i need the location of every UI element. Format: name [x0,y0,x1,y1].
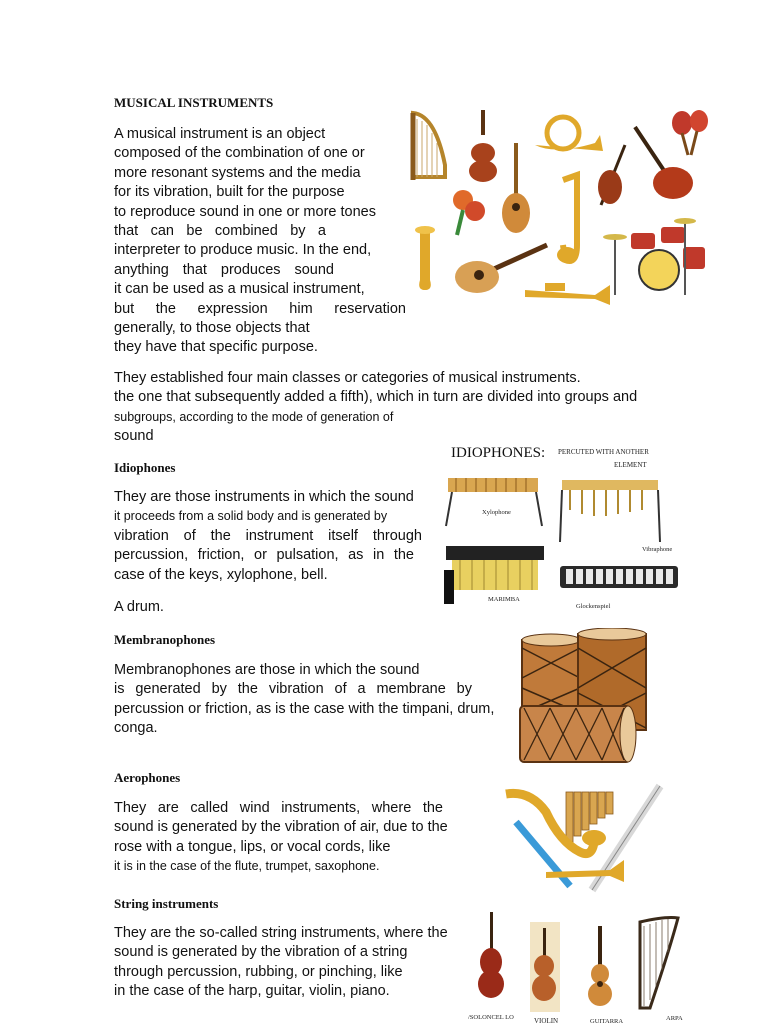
vibraphone-icon [560,480,660,542]
harp-icon [640,918,678,1009]
classes-line: They established four main classes or categories of musical instruments. [114,370,581,386]
intro-line: they have that specific purpose. [114,339,318,356]
string-instruments-drawing [466,908,690,1014]
string-instruments-image [466,908,690,1024]
drum-note: A drum. [114,599,164,615]
french-horn-icon [535,117,603,151]
intro-line: it can be used as a musical instrument, [114,281,365,298]
idiophones-image-title: IDIOPHONES: [451,445,546,461]
cello-caption: /SOLONCEL LO [468,1014,514,1021]
strings-line: in the case of the harp, guitar, violin, piano. [114,983,390,1000]
wind-instruments-image [500,782,670,894]
drums-image [510,628,655,773]
strings-paragraph [114,924,474,1002]
intro-line: interpreter to produce music. In the end, [114,242,372,259]
glockenspiel-icon [560,566,678,588]
idiophones-line: They are those instruments in which the sound [114,489,414,505]
aerophones-line: sound is generated by the vibration of air, due to the [114,819,448,836]
strings-line: They are the so-called string instruments, where the [114,925,448,941]
maracas-icon [453,190,485,235]
classes-line: subgroups, according to the mode of generation of [114,409,394,424]
membranophones-paragraph [114,661,504,739]
harp-icon [413,113,445,180]
guitar-icon [588,926,612,1006]
intro-line: anything that produces sound [114,261,334,278]
intro-line: that can be combined by a [114,223,326,240]
trumpet-icon [525,283,610,305]
classes-line: the one that subsequently added a fifth), which in turn are divided into groups and [114,389,638,406]
membranophones-line: conga. [114,720,158,737]
xylophone-caption: Xylophone [482,509,511,516]
membranophones-line: percussion or friction, as is the case with the timpani, drum, [114,700,495,717]
membranophones-line: Membranophones are those in which the sound [114,662,420,678]
idiophones-image [442,440,690,612]
idiophones-line: percussion, friction, or pulsation, as in the [114,547,414,564]
vibraphone-caption: Vibraphone [642,546,673,553]
intro-line: for its vibration, built for the purpose [114,184,345,201]
intro-line: more resonant systems and the media [114,164,361,181]
aerophones-line: rose with a tongue, lips, or vocal cords, like [114,838,391,855]
intro-line: composed of the combination of one or [114,145,365,162]
xylophone-icon [446,478,542,526]
intro-line: to reproduce sound in one or more tones [114,203,376,220]
drum-kit-icon [603,218,705,295]
guitar-icon [455,245,547,293]
strings-line: sound is generated by the vibration of a string [114,944,408,961]
idiophones-paragraph [114,488,434,585]
membranophones-heading: Membranophones [114,632,216,647]
harp-caption: ARPA [666,1015,683,1022]
strings-line: through percussion, rubbing, or pinching, like [114,963,403,980]
instruments-collage-image [405,105,715,320]
intro-line: generally, to those objects that [114,320,310,337]
idiophones-heading: Idiophones [114,460,176,475]
guitar-caption: GUITARRA [590,1018,624,1025]
intro-line: A musical instrument is an object [114,126,326,142]
percussion-instruments-drawing [442,470,690,610]
trumpet-icon [415,226,435,290]
aerophones-line: it is in the case of the flute, trumpet, saxophone. [114,859,380,874]
classes-line: sound [114,427,154,444]
violin-icon [469,110,497,182]
mandolin-icon [502,143,530,233]
saxophone-icon [557,175,577,263]
violin-icon [598,145,625,205]
idiophones-line: case of the keys, xylophone, bell. [114,566,328,583]
violin-caption: VIOLIN [534,1017,559,1025]
idiophones-image-subtitle: PERCUTED WITH ANOTHER [558,448,649,456]
marimba-caption: MARIMBA [488,596,520,603]
strings-heading: String instruments [114,896,219,911]
idiophones-image-subtitle: ELEMENT [614,461,647,469]
membranophones-line: is generated by the vibration of a membrane by [114,681,472,698]
page-title: MUSICAL INSTRUMENTS [114,95,274,110]
idiophones-line: vibration of the instrument itself through [114,527,422,544]
idiophones-line: it proceeds from a solid body and is generated by [114,509,388,524]
violin-icon [530,922,560,1012]
maracas-icon [672,110,708,155]
cello-icon [478,912,504,998]
intro-line: but the expression him reservation [114,300,406,317]
drum-icon [520,706,636,762]
aerophones-paragraph [114,799,474,877]
intro-paragraph [114,125,414,358]
classes-paragraph [114,369,674,446]
aerophones-line: They are called wind instruments, where the [114,800,443,816]
glockenspiel-caption: Glockenspiel [576,603,611,610]
aerophones-heading: Aerophones [114,770,181,785]
